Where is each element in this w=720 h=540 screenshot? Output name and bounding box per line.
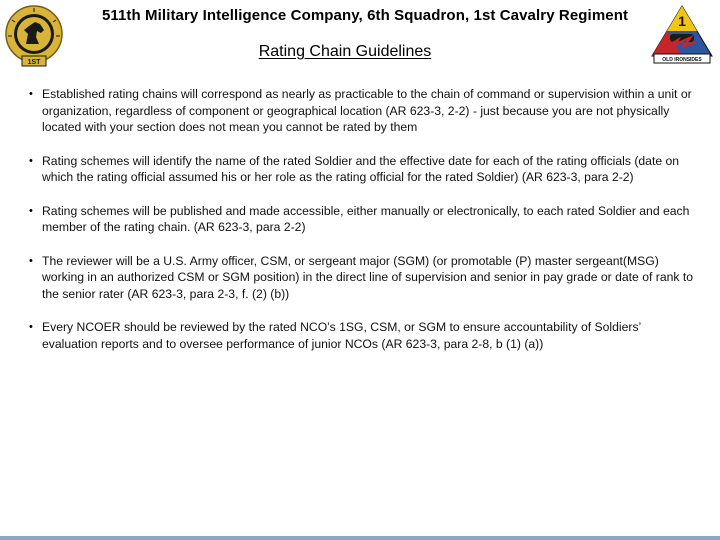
list-item-text: Rating schemes will identify the name of the rated Soldier and the effective date for each of the rating officials (date on which the rating official assumed his or her role as the rating official for the rated Soldier) (AR 623-3, para 2-2) [42,153,680,184]
patch-number: 1 [678,13,686,29]
patch-banner-text: OLD IRONSIDES [662,57,702,63]
bullet-marker: • [29,154,33,167]
footer-bar [0,536,720,540]
list-item-text: The reviewer will be a U.S. Army officer, CSM, or sergeant major (SGM) (or promotable (P) master sergeant(MSG) working in an authorized CSM or SGM position) in the direct line of supervision and senior in pay grade or date of rank to the senior rater (AR 623-3, para 2-3, f. (2) (b)) [42,253,694,301]
bullet-marker: • [29,88,33,100]
bullet-marker: • [29,321,33,333]
list-item [0,203,720,236]
list-item-text: Every NCOER should be reviewed by the rated NCO’s 1SG, CSM, or SGM to ensure accountability of Soldiers’ evaluation reports and to oversee performance of junior NCOs (AR 623-3, para 2-8, b (1) (a)) [42,320,641,351]
section-heading: Rating Chain Guidelines [258,43,432,60]
list-item [0,319,720,352]
list-item [0,153,720,186]
page-title: 511th Military Intelligence Company, 6th Squadron, 1st Cavalry Regiment [101,7,629,24]
list-item-text: Established rating chains will correspond as nearly as practicable to the chain of command or supervision within a unit or organization, regardless of component or geographical location (AR 623-3, 2-2) - just because you are not physically located with your section does not mean you cannot be rated by them [42,87,692,134]
list-item [0,253,720,303]
bullet-marker: • [29,204,33,217]
crest-text: 1ST [27,59,41,66]
guidelines-list [0,86,720,369]
list-item [0,86,720,136]
list-item-text: Rating schemes will be published and made accessible, either manually or electronically, to each rated Soldier and each member of the rating chain. (AR 623-3, para 2-2) [42,203,690,234]
bullet-marker: • [29,254,33,267]
